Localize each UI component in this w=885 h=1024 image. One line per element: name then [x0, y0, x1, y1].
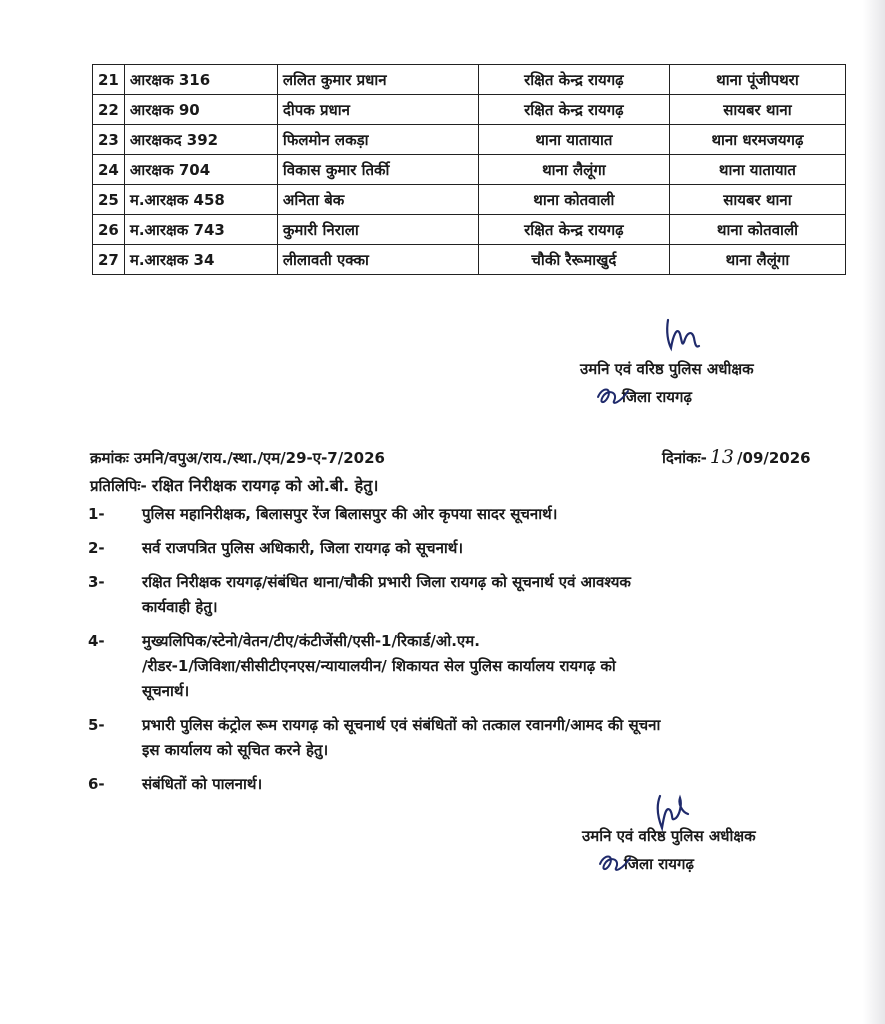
- serial-number-cell: 22: [93, 95, 125, 125]
- to-posting-cell: सायबर थाना: [669, 95, 845, 125]
- table-row: [93, 185, 846, 215]
- date-rest: /09/2026: [737, 449, 811, 467]
- rank-cell: आरक्षक 704: [124, 155, 277, 185]
- list-item-number: 3-: [88, 573, 105, 591]
- table-row: [93, 245, 846, 275]
- from-posting-cell: थाना कोतवाली: [478, 185, 669, 215]
- initial-scribble-1: [594, 383, 634, 409]
- initial-scribble-2: [596, 850, 636, 876]
- list-item-number: 5-: [88, 716, 105, 734]
- from-posting-cell: थाना यातायात: [478, 125, 669, 155]
- list-item-line: कार्यवाही हेतु।: [142, 598, 218, 616]
- date-label: दिनांकः-: [662, 449, 707, 467]
- signature-place-text: जिला रायगढ़: [622, 388, 692, 406]
- date-day: 13: [709, 446, 735, 468]
- name-cell: दीपक प्रधान: [277, 95, 478, 125]
- list-item-text: [142, 502, 850, 527]
- from-posting-cell: थाना लैलूंगा: [478, 155, 669, 185]
- list-item-number: 2-: [88, 539, 105, 557]
- to-posting-cell: थाना यातायात: [669, 155, 845, 185]
- signature-block-2: [582, 826, 756, 874]
- reference-line: [90, 448, 385, 468]
- list-item-text: [142, 570, 850, 620]
- name-cell: अनिता बेक: [277, 185, 478, 215]
- list-item: [88, 536, 850, 561]
- list-item-line: पुलिस महानिरीक्षक, बिलासपुर रेंज बिलासपुर की ओर कृपया सादर सूचनार्थ।: [142, 505, 558, 523]
- list-item: [88, 772, 850, 797]
- list-item-line: /रीडर-1/जिविशा/सीसीटीएनएस/न्यायालयीन/ शिकायत सेल पुलिस कार्यालय रायगढ़ को: [142, 657, 616, 675]
- signature-place-text-2: जिला रायगढ़: [624, 855, 694, 873]
- rank-cell: आरक्षक 316: [124, 65, 277, 95]
- name-cell: फिलमोन लकड़ा: [277, 125, 478, 155]
- list-item-line: प्रभारी पुलिस कंट्रोल रूम रायगढ़ को सूचनार्थ एवं संबंधितों को तत्काल रवानगी/आमद की सूचना: [142, 716, 661, 734]
- list-item-number: 6-: [88, 775, 105, 793]
- table-row: [93, 65, 846, 95]
- from-posting-cell: चौकी रैरूमाखुर्द: [478, 245, 669, 275]
- copy-label: प्रतिलिपिः-: [90, 477, 147, 495]
- rank-cell: आरक्षकद 392: [124, 125, 277, 155]
- name-cell: लीलावती एक्का: [277, 245, 478, 275]
- reference-label: क्रमांकः: [90, 449, 129, 467]
- to-posting-cell: थाना लैलूंगा: [669, 245, 845, 275]
- rank-cell: आरक्षक 90: [124, 95, 277, 125]
- transfer-table: [92, 64, 846, 275]
- signature-block-1: [580, 359, 754, 407]
- to-posting-cell: सायबर थाना: [669, 185, 845, 215]
- table-row: [93, 125, 846, 155]
- to-posting-cell: थाना कोतवाली: [669, 215, 845, 245]
- rank-cell: म.आरक्षक 458: [124, 185, 277, 215]
- list-item-line: इस कार्यालय को सूचित करने हेतु।: [142, 741, 329, 759]
- list-item-line: सूचनार्थ।: [142, 682, 190, 700]
- to-posting-cell: थाना पूंजीपथरा: [669, 65, 845, 95]
- from-posting-cell: रक्षित केन्द्र रायगढ़: [478, 65, 669, 95]
- distribution-list: [88, 502, 850, 806]
- rank-cell: म.आरक्षक 34: [124, 245, 277, 275]
- list-item-number: 1-: [88, 505, 105, 523]
- name-cell: विकास कुमार तिर्की: [277, 155, 478, 185]
- list-item-line: सर्व राजपत्रित पुलिस अधिकारी, जिला रायगढ़ को सूचनार्थ।: [142, 539, 464, 557]
- list-item-text: [142, 629, 850, 704]
- signature-place: [622, 387, 754, 407]
- from-posting-cell: रक्षित केन्द्र रायगढ़: [478, 95, 669, 125]
- list-item-line: संबंधितों को पालनार्थ।: [142, 775, 263, 793]
- name-cell: ललित कुमार प्रधान: [277, 65, 478, 95]
- serial-number-cell: 23: [93, 125, 125, 155]
- rank-cell: म.आरक्षक 743: [124, 215, 277, 245]
- list-item-text: [142, 772, 850, 797]
- reference-number: उमनि/वपुअ/राय./स्था./एम/29-ए-7/2026: [134, 449, 385, 467]
- list-item-number: 4-: [88, 632, 105, 650]
- serial-number-cell: 21: [93, 65, 125, 95]
- signature-designation-2: उमनि एवं वरिष्ठ पुलिस अधीक्षक: [582, 827, 756, 845]
- table-row: [93, 215, 846, 245]
- list-item: [88, 629, 850, 704]
- signature-scribble-1: [662, 312, 702, 354]
- date-line: [662, 446, 811, 468]
- signature-place-2: [624, 854, 756, 874]
- list-item-line: रक्षित निरीक्षक रायगढ़/संबंधित थाना/चौकी प्रभारी जिला रायगढ़ को सूचनार्थ एवं आवश्यक: [142, 573, 631, 591]
- serial-number-cell: 25: [93, 185, 125, 215]
- serial-number-cell: 24: [93, 155, 125, 185]
- list-item: [88, 713, 850, 763]
- to-posting-cell: थाना धरमजयगढ़: [669, 125, 845, 155]
- copy-line: [90, 474, 378, 496]
- table-row: [93, 155, 846, 185]
- name-cell: कुमारी निराला: [277, 215, 478, 245]
- page-edge-shadow: [863, 0, 885, 1024]
- table-row: [93, 95, 846, 125]
- list-item-text: [142, 713, 850, 763]
- list-item-line: मुख्यलिपिक/स्टेनो/वेतन/टीए/कंटीजेंसी/एसी-1/रिकार्ड/ओ.एम.: [142, 632, 480, 650]
- serial-number-cell: 27: [93, 245, 125, 275]
- list-item-text: [142, 536, 850, 561]
- signature-designation: उमनि एवं वरिष्ठ पुलिस अधीक्षक: [580, 360, 754, 378]
- from-posting-cell: रक्षित केन्द्र रायगढ़: [478, 215, 669, 245]
- serial-number-cell: 26: [93, 215, 125, 245]
- list-item: [88, 570, 850, 620]
- copy-text: रक्षित निरीक्षक रायगढ़ को ओ.बी. हेतु।: [151, 476, 379, 495]
- list-item: [88, 502, 850, 527]
